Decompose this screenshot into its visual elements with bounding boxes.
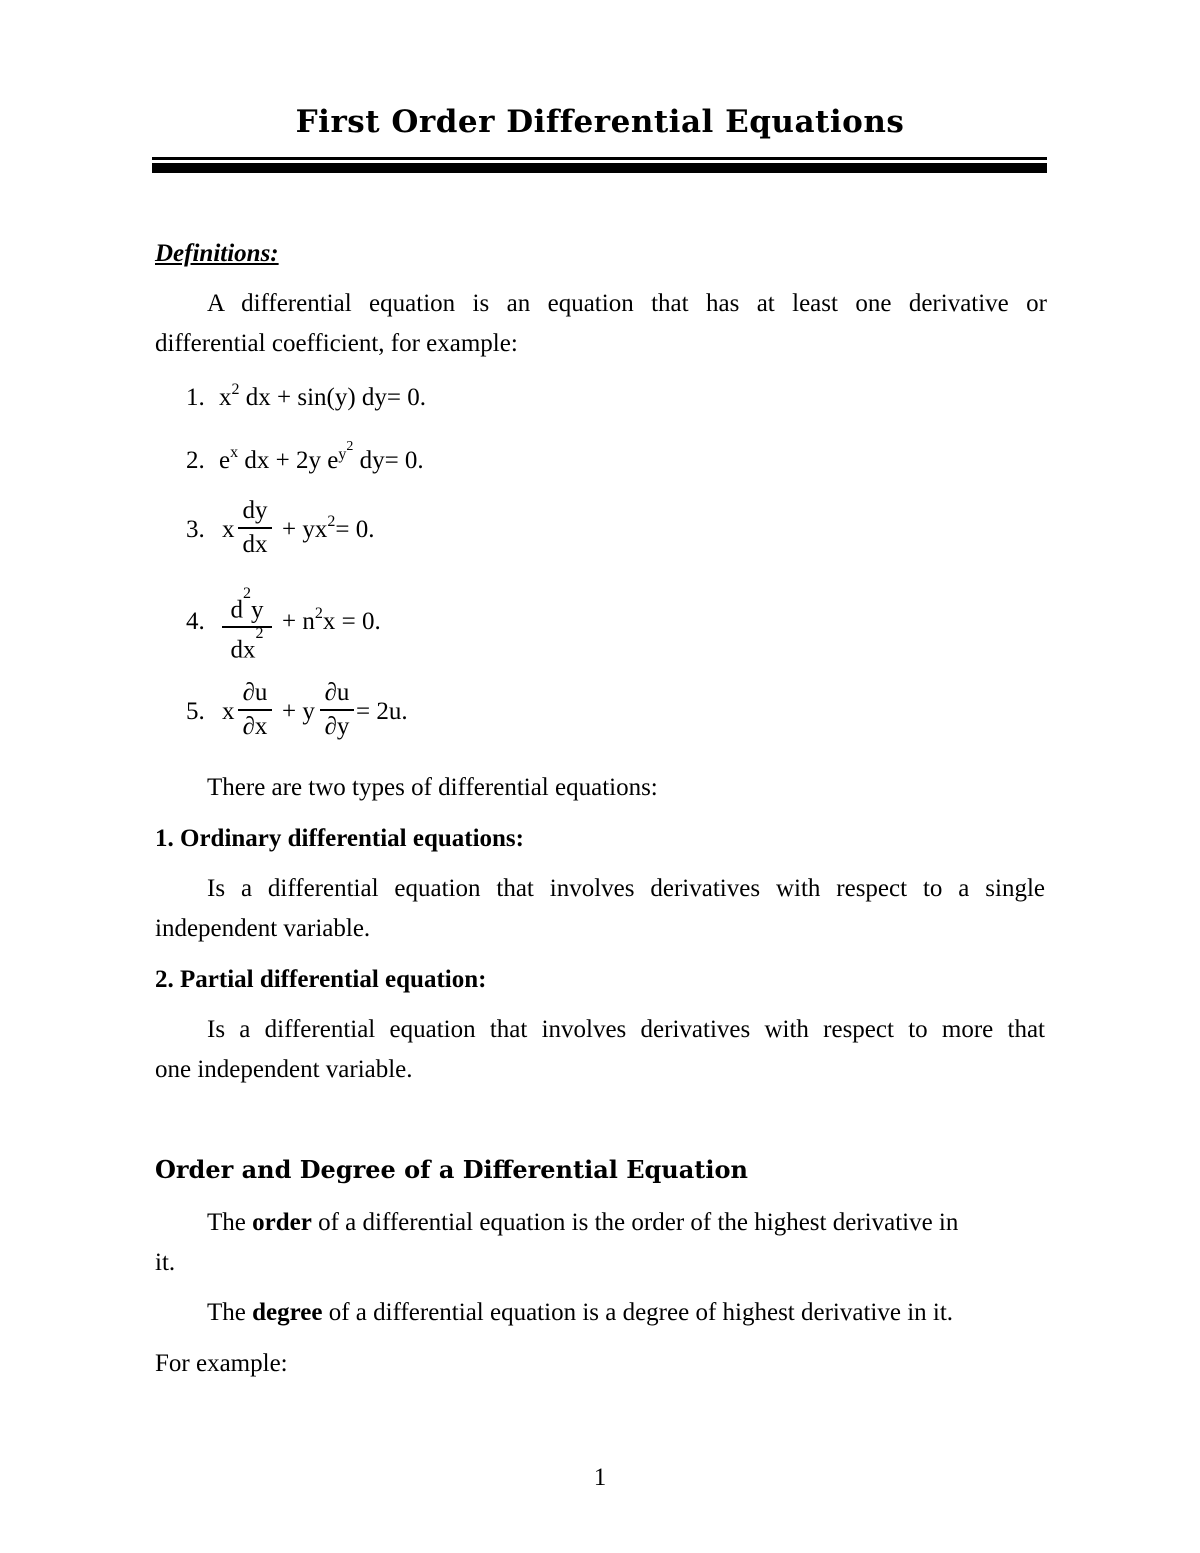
equation-4-fraction: $d^2y$ $dx^2$ [222, 590, 272, 664]
order-degree-heading: Order and Degree of a Differential Equation [155, 1155, 748, 1184]
ode-heading: 1. Ordinary differential equations: [155, 825, 524, 852]
equation-2-number: 2. [186, 447, 205, 474]
intro-line-2: differential coefficient, for example: [155, 330, 518, 357]
equation-5-plus-y: + y [282, 698, 315, 725]
page-title: First Order Differential Equations [295, 104, 905, 140]
equation-1: 1. $x^2$ dx + sin(y) dy= 0. [186, 381, 427, 411]
equation-1-number: 1. [186, 384, 205, 411]
ode-line-2: independent variable. [155, 915, 371, 942]
equation-4-rest: + $n^2x = 0$. [282, 605, 381, 635]
pde-heading: 2. Partial differential equation: [155, 966, 487, 993]
equation-5-fraction-2: ∂u ∂y [320, 679, 354, 741]
degree-term: degree [252, 1299, 323, 1326]
order-definition-continuation: it. [155, 1249, 176, 1276]
equation-5-number: 5. [186, 698, 205, 725]
equation-3-fraction: dy dx [238, 497, 272, 559]
order-definition-line: The order of a differential equation is the order of the highest derivative in [207, 1209, 959, 1236]
title-rule-thick [152, 163, 1047, 173]
degree-definition-line: The degree of a differential equation is a degree of highest derivative in it. [207, 1299, 954, 1326]
pde-line-2: one independent variable. [155, 1056, 413, 1083]
definitions-heading: Definitions: [155, 240, 279, 267]
equation-3-number: 3. [186, 516, 205, 543]
equation-4-number: 4. [186, 608, 205, 635]
equation-5-rest: = 2u. [356, 698, 408, 725]
ode-line-1: Is a differential equation that involves derivatives with respect to a single [207, 875, 1045, 902]
types-intro: There are two types of differential equations: [207, 774, 658, 801]
equation-3-rest: + $yx^2= 0$. [282, 513, 375, 543]
pde-line-1: Is a differential equation that involves derivatives with respect to more that [207, 1016, 1045, 1043]
intro-line-1: A differential equation is an equation that has at least one derivative or [207, 290, 1047, 317]
equation-5-x: x [222, 698, 235, 725]
equation-5-fraction-1: ∂u ∂x [238, 679, 272, 741]
page-number: 1 [593, 1464, 607, 1491]
order-term: order [252, 1209, 312, 1236]
title-rule-thin [152, 157, 1047, 160]
for-example: For example: [155, 1350, 288, 1377]
equation-2: 2. $e^x$ dx + 2y $e^{y2}$ dy= 0. [186, 439, 424, 474]
equation-3-x: x [222, 516, 235, 543]
